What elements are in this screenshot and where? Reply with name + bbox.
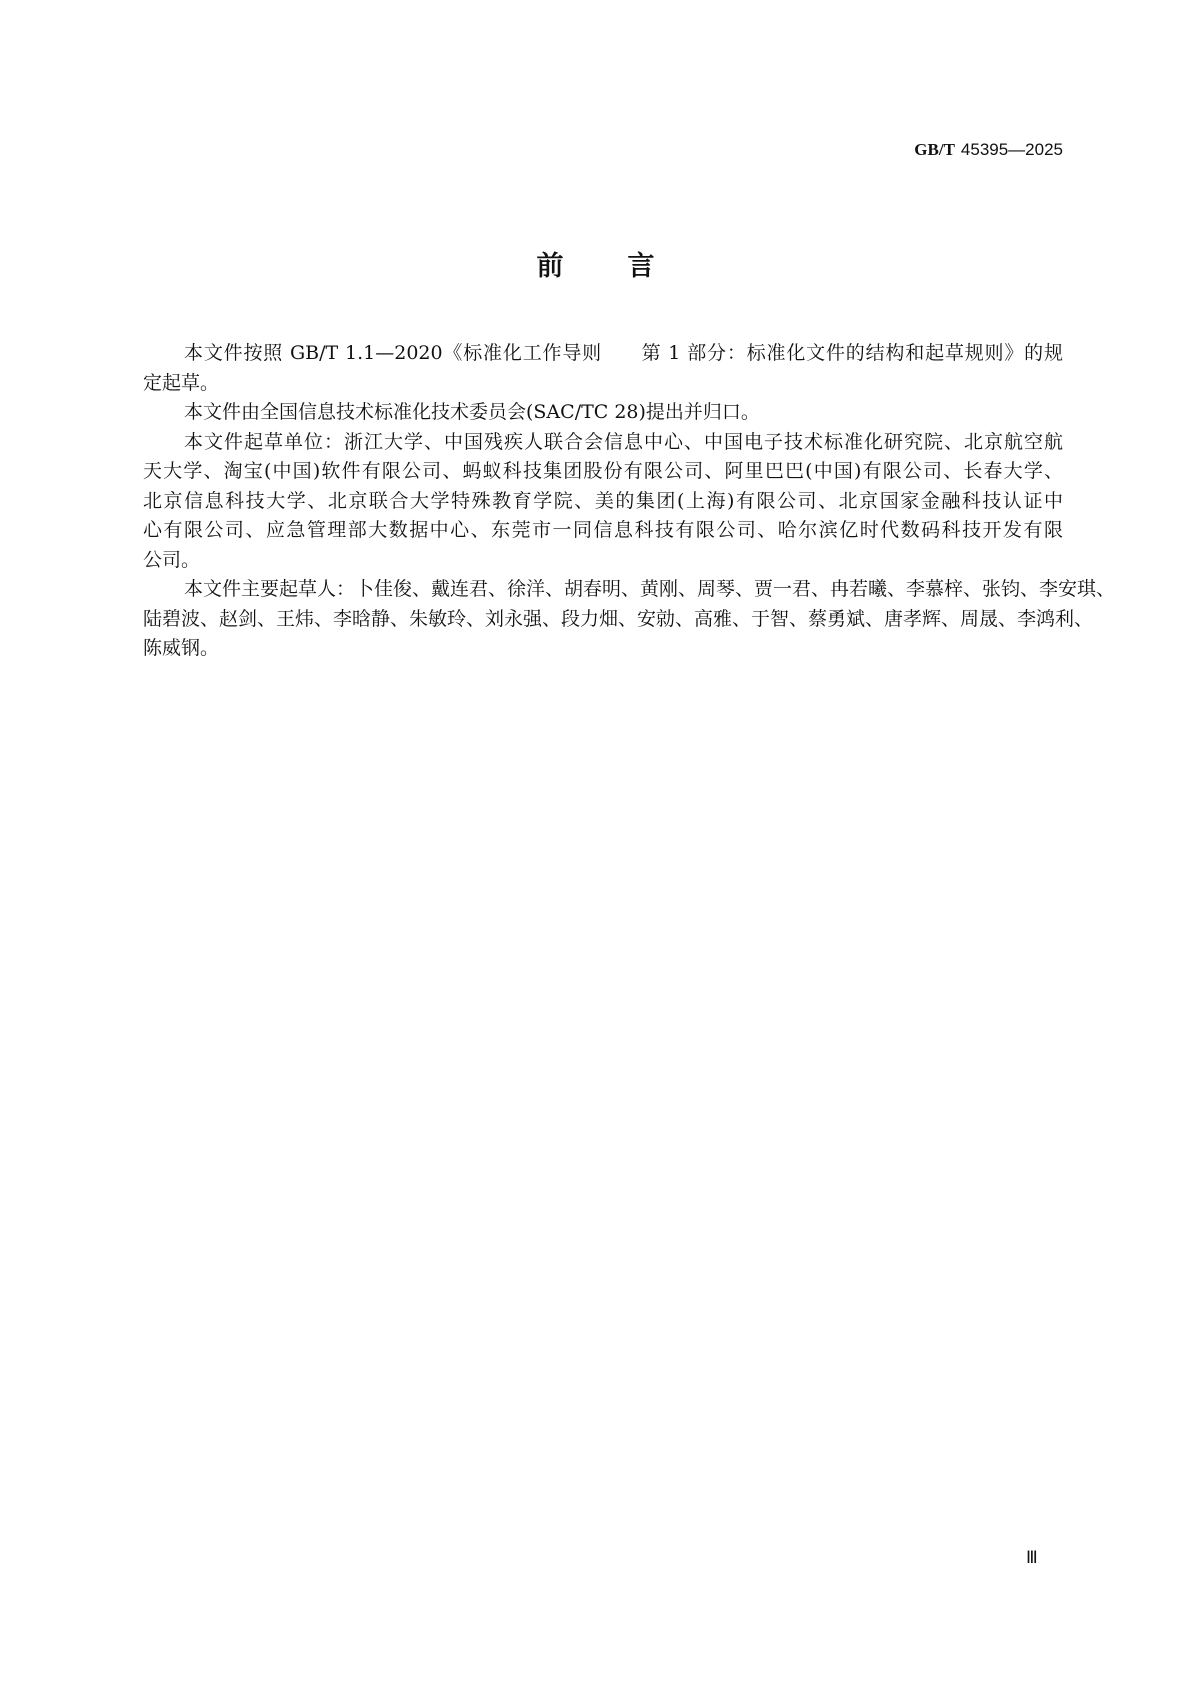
- text-line: 本文件由全国信息技术标准化技术委员会(SAC/TC 28)提出并归口。: [184, 401, 760, 423]
- text-line: 陆碧波、赵剑、王炜、李晗静、朱敏玲、刘永强、段力畑、安勍、高雅、于智、蔡勇斌、唐孝辉、周晟、李鸿利、: [143, 607, 1094, 630]
- paragraph: [143, 339, 1063, 398]
- text-line: 天大学、淘宝(中国)软件有限公司、蚂蚁科技集团股份有限公司、阿里巴巴(中国)有限公司、长春大学、: [143, 460, 1063, 482]
- standard-number: 45395—2025: [960, 140, 1063, 159]
- text-line: 定起草。: [143, 371, 220, 394]
- document-body: [143, 339, 1116, 664]
- page-title: 前言: [536, 251, 719, 282]
- text-line: 本文件主要起草人：卜佳俊、戴连君、徐洋、胡春明、黄刚、周琴、贾一君、冉若曦、李慕梓、张钧、李安琪、: [184, 578, 1116, 600]
- paragraph: [143, 428, 1063, 576]
- text-line: 本文件按照 GB/T 1.1—2020《标准化工作导则 第 1 部分：标准化文件的结构和起草规则》的规: [184, 342, 1063, 364]
- document-header: [888, 140, 1063, 160]
- text-line: 北京信息科技大学、北京联合大学特殊教育学院、美的集团(上海)有限公司、北京国家金融科技认证中: [143, 489, 1063, 512]
- standard-code: GB/T: [914, 140, 955, 159]
- text-line: 公司。: [143, 548, 201, 571]
- page-number: Ⅲ: [1026, 1548, 1038, 1567]
- text-line: 心有限公司、应急管理部大数据中心、东莞市一同信息科技有限公司、哈尔滨亿时代数码科技开发有限: [143, 519, 1063, 541]
- text-line: 本文件起草单位：浙江大学、中国残疾人联合会信息中心、中国电子技术标准化研究院、北京航空航: [184, 430, 1063, 453]
- text-line: 陈威钢。: [143, 637, 220, 659]
- paragraph: [143, 575, 1116, 664]
- paragraph: [143, 398, 1063, 428]
